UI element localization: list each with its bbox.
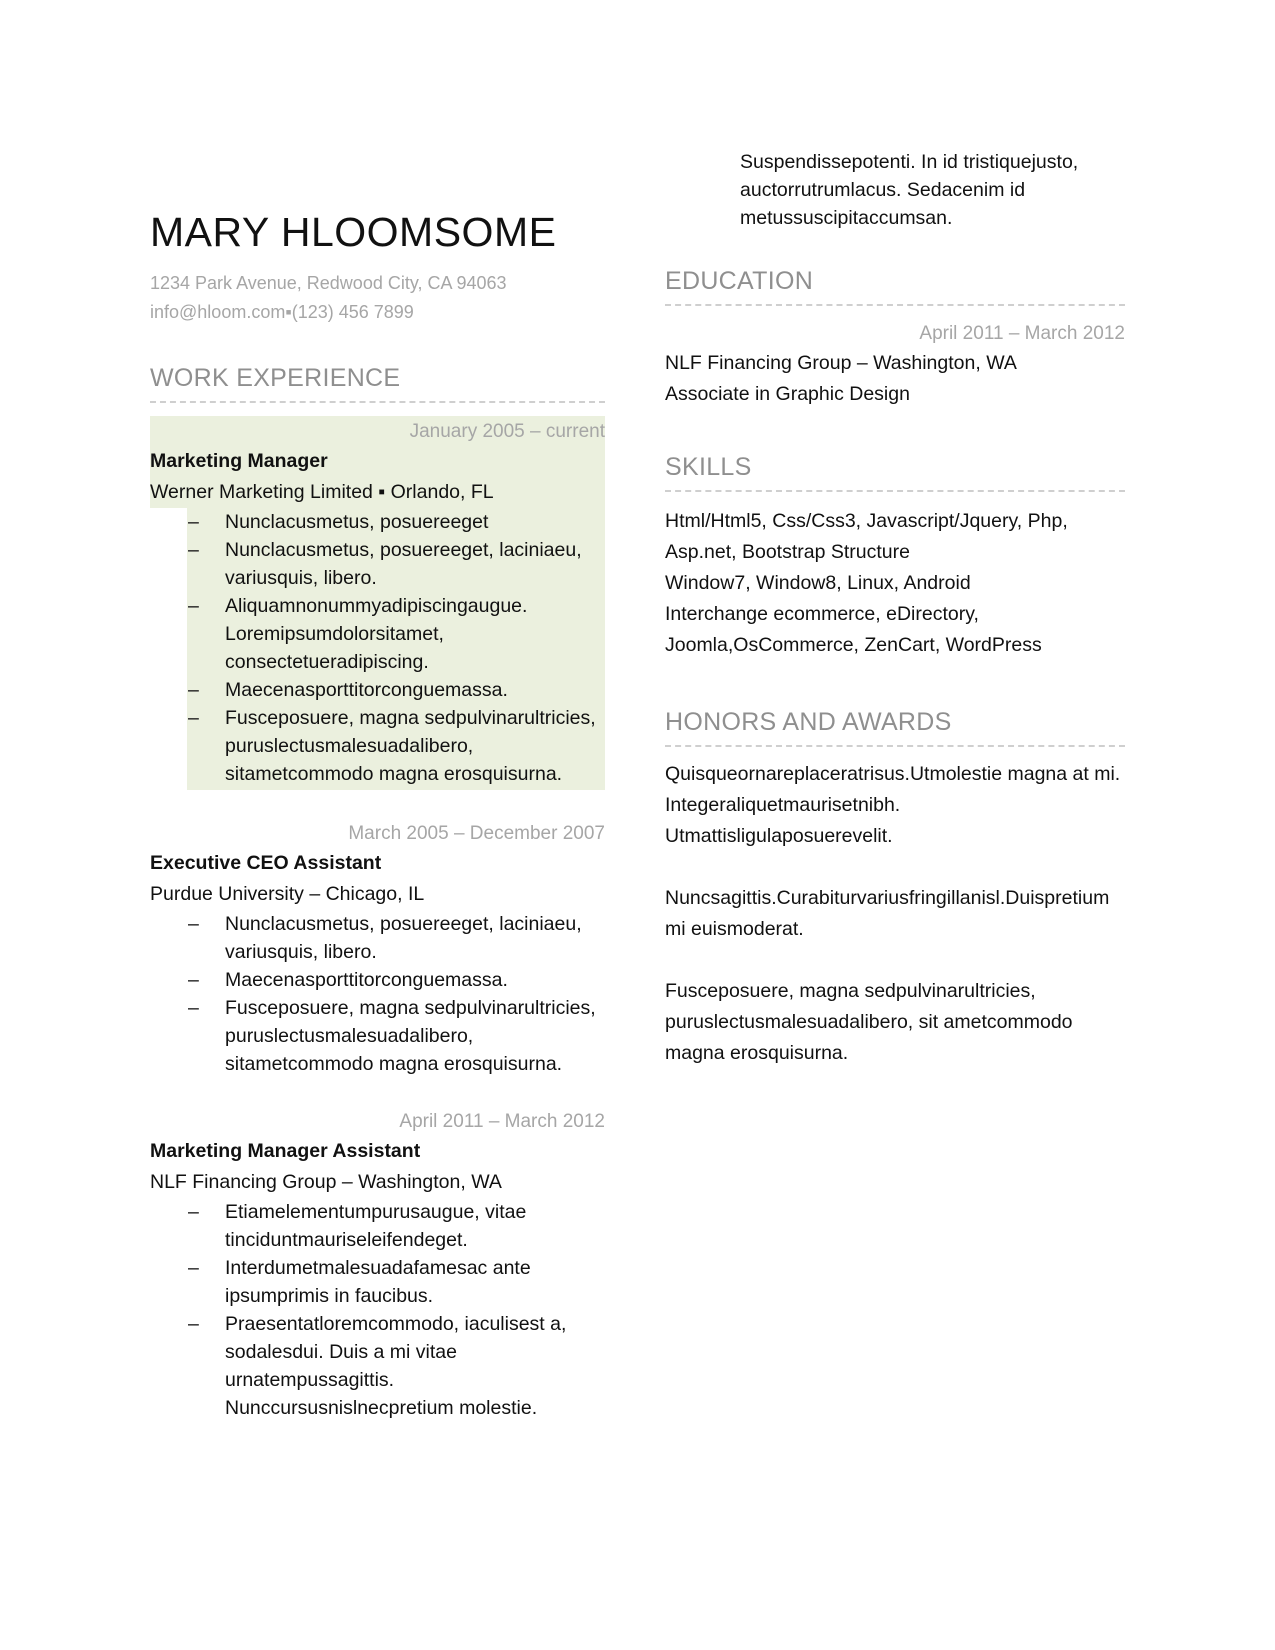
job-role: Marketing Manager xyxy=(150,450,328,473)
list-item: – Maecenasporttitorconguemassa. xyxy=(188,969,508,992)
candidate-name: MARY HLOOMSOME xyxy=(150,209,557,255)
job-date: March 2005 – December 2007 xyxy=(348,823,605,845)
job-date: January 2005 – current xyxy=(409,421,605,443)
list-item: – Maecenasporttitorconguemassa. xyxy=(188,679,508,702)
skills-line: Html/Html5, Css/Css3, Javascript/Jquery, Php, Asp.net, Bootstrap Structure xyxy=(665,510,1068,563)
list-item: – Fusceposuere, magna sedpulvinarultricies, puruslectusmalesuadalibero, sitametcommodo magna erosquisurna. xyxy=(188,707,596,786)
job-organization: Werner Marketing Limited ▪ Orlando, FL xyxy=(150,481,494,504)
job-organization: NLF Financing Group – Washington, WA xyxy=(150,1171,502,1194)
job-date: April 2011 – March 2012 xyxy=(399,1111,605,1133)
education-school: NLF Financing Group – Washington, WA xyxy=(665,352,1017,374)
job-bullet-list xyxy=(150,910,605,1078)
education-heading: EDUCATION xyxy=(665,266,1125,306)
job-role: Marketing Manager Assistant xyxy=(150,1140,421,1163)
skills-line: Window7, Window8, Linux, Android xyxy=(665,572,971,594)
list-item: – Nunclacusmetus, posuereeget, laciniaeu, variusquis, libero. xyxy=(188,913,582,964)
skills-heading: SKILLS xyxy=(665,452,1125,492)
education-date: April 2011 – March 2012 xyxy=(919,323,1125,344)
list-item: – Praesentatloremcommodo, iaculisest a, sodalesdui. Duis a mi vitae urnatempussagittis. Nunccursusnislnecpretium molestie. xyxy=(188,1313,567,1420)
job-bullet-list xyxy=(187,508,605,790)
address: 1234 Park Avenue, Redwood City, CA 94063 xyxy=(150,273,507,294)
honors-paragraph: Quisqueornareplaceratrisus.Utmolestie magna at mi. Integeraliquetmaurisetnibh. Utmattisligulaposuerevelit. xyxy=(665,763,1121,847)
list-item: – Nunclacusmetus, posuereeget, laciniaeu, variusquis, libero. xyxy=(188,539,582,590)
left-column xyxy=(150,210,605,1422)
job-header xyxy=(150,416,605,508)
contact-info: info@hloom.com▪(123) 456 7899 xyxy=(150,302,414,323)
skills-list xyxy=(665,506,1125,661)
job-bullet-list xyxy=(150,1198,605,1422)
list-item: – Fusceposuere, magna sedpulvinarultricies, puruslectusmalesuadalibero, sitametcommodo magna erosquisurna. xyxy=(188,997,596,1076)
job-role: Executive CEO Assistant xyxy=(150,852,382,875)
honors-paragraph: Nuncsagittis.Curabiturvariusfringillanisl.Duispretium mi euismoderat. xyxy=(665,887,1110,940)
honors-paragraph: Fusceposuere, magna sedpulvinarultricies, puruslectusmalesuadalibero, sit ametcommodo magna erosquisurna. xyxy=(665,980,1073,1064)
intro-paragraph: Suspendissepotenti. In id tristiquejusto, auctorrutrumlacus. Sedacenim id metussuscipitaccumsan. xyxy=(740,151,1079,229)
honors-list xyxy=(665,759,1125,1069)
right-column xyxy=(665,148,1125,1100)
list-item: – Interdumetmalesuadafamesac ante ipsumprimis in faucibus. xyxy=(188,1257,531,1308)
skills-line: Interchange ecommerce, eDirectory, Joomla,OsCommerce, ZenCart, WordPress xyxy=(665,603,1042,656)
job-entry xyxy=(150,1108,605,1422)
honors-heading: HONORS AND AWARDS xyxy=(665,707,1125,747)
job-entry xyxy=(150,820,605,1078)
list-item: – Etiamelementumpurusaugue, vitae tinciduntmauriseleifendeget. xyxy=(188,1201,527,1252)
job-organization: Purdue University – Chicago, IL xyxy=(150,883,425,906)
list-item: – Aliquamnonummyadipiscingaugue. Loremipsumdolorsitamet, consectetueradipiscing. xyxy=(188,595,528,674)
work-experience-heading: WORK EXPERIENCE xyxy=(150,363,605,403)
education-entry xyxy=(665,320,1125,410)
list-item: – Nunclacusmetus, posuereeget xyxy=(188,511,489,534)
education-degree: Associate in Graphic Design xyxy=(665,383,910,405)
job-entry xyxy=(150,416,605,790)
